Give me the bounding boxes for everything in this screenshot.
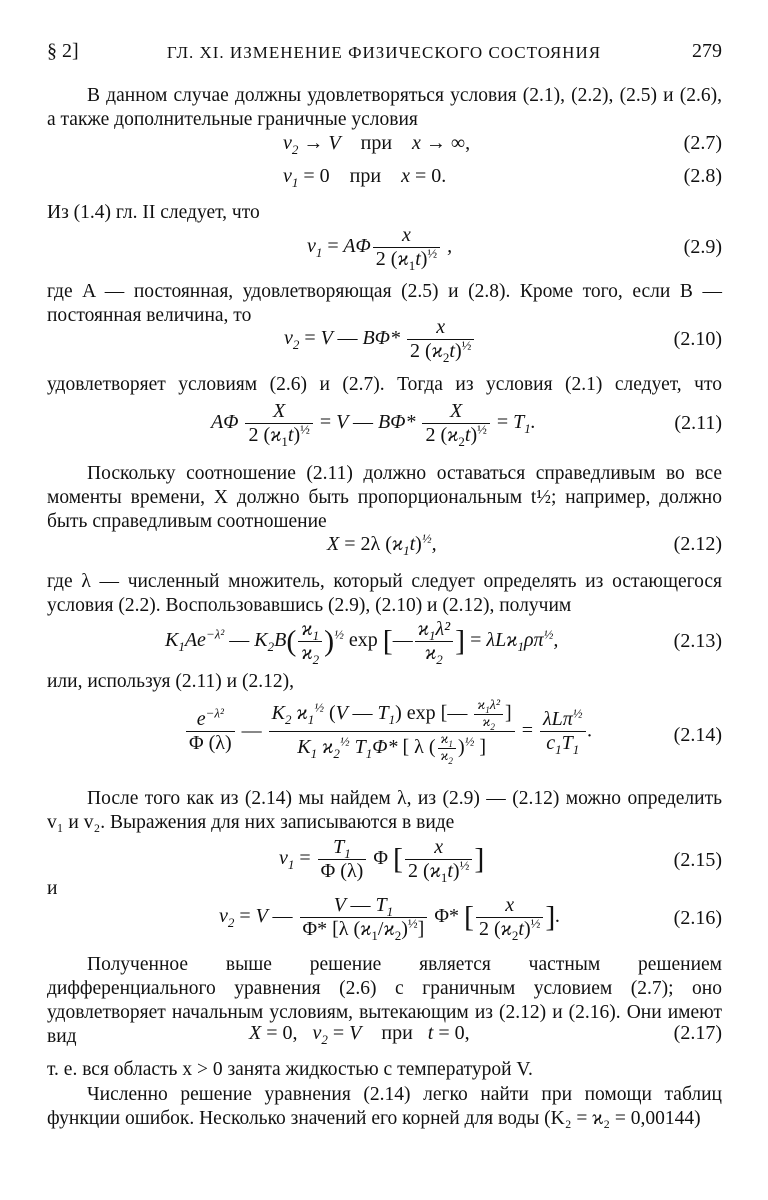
book-page: § 2] ГЛ. XI. ИЗМЕНЕНИЕ ФИЗИЧЕСКОГО СОСТОЯНИЯ 279 В данном случае должны удовлетворяться условия (2.1), (2.2), (2.5) и (2.6), а также дополнительные граничные условия $v_2 \to V$ при x → ∞, (2.7) $v_1 = 0$ при x = 0. (2.8) Из (1.4) гл. II следует, что $v_1 = A\Phi$ $\frac{x}{2 (ϰ_1t)^{\frac{1}{2}}}$ , (2.9) где A — постоянная, удовлетворяющая (2.5) и (2.8). Кроме того, если B — постоянная величина, то $v_2 = V$ — BΦ* $\frac{x}{2 (ϰ_2t)^{\frac{1}{2}}}$ (2.10) удовлетворяет условиям (2.6) и (2.7). Тогда из условия (2.1) следует, что AΦ $\frac{X}{2 (ϰ_1t)^{\frac{1}{2}}}$ = V — BΦ* $\frac{X}{2 (ϰ_2t)^{\frac{1}{2}}}$ = $T_1$. (2.11) Поскольку соотношение (2.11) должно оставаться справедливым во все моменты времени, X должно быть пропорциональным t½; например, должно быть справедливым соотношение X = 2λ $(ϰ_1t)^{\frac{1}{2}}$, (2.12) где λ — численный множитель, который следует определять из остающегося условия (2.2). Воспользовавшись (2.9), (2.10) и (2.12), получим $K_1Ae^{-\lambda^2}$ — $K_2B$( $\frac{ϰ_1}{ϰ_2}$ )$^{\frac{1}{2}}$ exp [— $\frac{ϰ_1\lambda^2}{ϰ_2}$ ] = $\lambda Lϰ_1\rho\pi^{\frac{1}{2}}$, (2.13) или, используя (2.11) и (2.12), $\frac{e^{-\lambda^2}}{\Phi (\lambda)}$ — $K_2$ $ϰ_1^{\frac{1}{2}}$ (V — $T_1$) exp [— $\frac{ϰ_1\lambda^2}{ϰ_2}$ ] $K_1$ $ϰ_2^{\frac{1}{2}}$ $T_1\Phi*$ [ λ ( $\frac{ϰ_1}{ϰ_2}$ )$^{\frac{1}{2}}$ ] = $\frac{\lambda L\pi^{\frac{1}{2}}}{c_1T_1}$ . (2.14) После того как из (2.14) мы найдем λ, из (2.9) — (2.12) можно определить v₁ и v₂. Выражения для них записываются в виде $v_1$ = $\frac{T_1}{\Phi (\lambda)}$ Φ [ $\frac{x}{2 (ϰ_1t)^{\frac{1}{2}}}$ ] (2.15) и $v_2 = V$ — $\frac{V — T_1}{\Phi* [\lambda (ϰ_1/ϰ_2)^{\frac{1}{2}}]}$ Φ* [ $\frac{x}{2 (ϰ_2t)^{\frac{1}{2}}}$ ]. (2.16) Полученное выше решение является частным решением дифференциального уравнения (2.6) с граничным условием (2.7); оно удовлетворяет начальным условиям, вытекающим из (2.12) и (2.16). Они имеют вид X = 0, $v_2 = V$ при t = 0, (2.17) т. е. вся область x > 0 занята жидкостью с температурой V. Численно решение уравнения (2.14) легко найти при помощи таблиц функции ошибок. Несколько значений его корней для воды (K₂ = ϰ₂ = 0,00144) (0, 0, 768, 1200)
section-marker: § 2] (47, 40, 79, 62)
paragraph-12: Численно решение уравнения (2.14) легко найти при помощи таблиц функции ошибок. Несколько значений его корней для воды (K₂ = ϰ₂ = 0,00144) (47, 1084, 722, 1129)
paragraph-3: где A — постоянная, удовлетворяющая (2.5) и (2.8). Кроме того, если B — постоянная величина, то (47, 281, 722, 326)
equation-number: (2.10) (673, 328, 722, 350)
paragraph-6: где λ — численный множитель, который следует определять из остающегося условия (2.2). Воспользовавшись (2.9), (2.10) и (2.12), получим (47, 571, 722, 616)
equation-number: (2.17) (673, 1022, 722, 1044)
page-number: 279 (692, 40, 722, 62)
equation-number: (2.14) (673, 724, 722, 746)
running-title: ГЛ. XI. ИЗМЕНЕНИЕ ФИЗИЧЕСКОГО СОСТОЯНИЯ (166, 43, 602, 62)
equation-number: (2.8) (683, 165, 722, 187)
equation-number: (2.16) (673, 907, 722, 929)
equation-number: (2.13) (673, 630, 722, 652)
paragraph-9: и (47, 878, 58, 899)
paragraph-1: В данном случае должны удовлетворяться условия (2.1), (2.2), (2.5) и (2.6), а также дополнительные граничные условия (47, 85, 722, 130)
paragraph-4: удовлетворяет условиям (2.6) и (2.7). Тогда из условия (2.1) следует, что (47, 374, 722, 395)
paragraph-8: После того как из (2.14) мы найдем λ, из (2.9) — (2.12) можно определить v₁ и v₂. Выражения для них записываются в виде (47, 788, 722, 833)
equation-number: (2.7) (683, 132, 722, 154)
paragraph-2: Из (1.4) гл. II следует, что (47, 202, 260, 223)
equation-number: (2.9) (683, 236, 722, 258)
paragraph-7: или, используя (2.11) и (2.12), (47, 671, 294, 692)
paragraph-11: т. е. вся область x > 0 занята жидкостью с температурой V. (47, 1059, 533, 1080)
equation-number: (2.12) (673, 533, 722, 555)
paragraph-5: Поскольку соотношение (2.11) должно оставаться справедливым во все моменты времени, X должно быть пропорциональным t½; например, должно быть справедливым соотношение (47, 463, 722, 532)
paragraph-10: Полученное выше решение является частным решением дифференциального уравнения (2.6) с граничным условием (2.7); оно удовлетворяет начальным условиям, вытекающим из (2.12) и (2.16). Они имеют вид (47, 954, 722, 1047)
equation-number: (2.11) (674, 412, 722, 434)
equation-number: (2.15) (673, 849, 722, 871)
